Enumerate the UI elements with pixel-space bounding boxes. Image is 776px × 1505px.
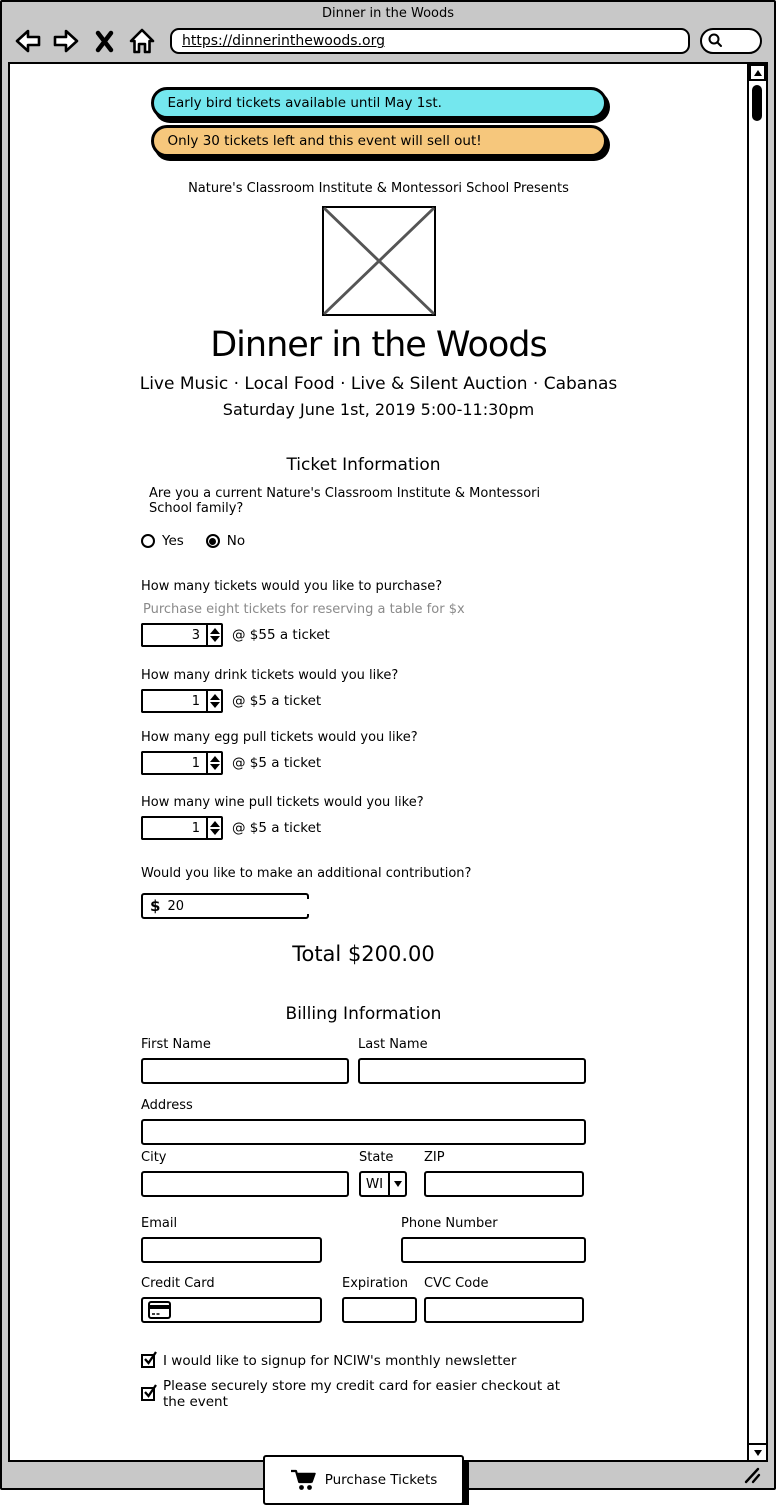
tickets-price: @ $55 a ticket <box>232 627 330 643</box>
wine-price: @ $5 a ticket <box>232 820 322 836</box>
drink-quantity-stepper[interactable] <box>206 689 223 713</box>
newsletter-checkbox-label: I would like to signup for NCIW's monthly newsletter <box>163 1353 517 1369</box>
wine-quantity-stepper[interactable] <box>206 816 223 840</box>
search-icon <box>706 31 726 51</box>
family-radio-group <box>141 533 586 549</box>
radio-yes-label: Yes <box>162 533 184 549</box>
zip-field-group <box>424 1150 584 1197</box>
alert-banner-early-bird <box>151 87 607 119</box>
tickets-quantity-input[interactable] <box>141 623 206 647</box>
scroll-down-icon[interactable] <box>749 1443 766 1460</box>
radio-yes[interactable] <box>141 533 184 549</box>
contribution-field[interactable] <box>141 893 309 919</box>
search-field[interactable] <box>700 28 762 54</box>
state-value: WI <box>365 1176 384 1192</box>
address-label: Address <box>141 1098 193 1113</box>
forward-icon[interactable] <box>50 26 82 56</box>
egg-tickets-label: How many egg pull tickets would you like? <box>141 730 418 745</box>
vertical-scrollbar[interactable] <box>747 64 766 1460</box>
zip-input[interactable] <box>424 1171 584 1197</box>
credit-card-field-group <box>141 1276 322 1323</box>
tickets-label: How many tickets would you like to purchase? <box>141 579 443 594</box>
alert-text: Only 30 tickets left and this event will sell out! <box>167 133 482 149</box>
city-field-group <box>141 1150 349 1197</box>
radio-no-circle <box>206 534 220 548</box>
chevron-down-icon <box>388 1173 405 1195</box>
checkbox-checked-icon <box>141 1354 155 1368</box>
event-title: Dinner in the Woods <box>210 325 547 365</box>
state-field-group <box>359 1150 407 1197</box>
first-name-field-group <box>141 1037 349 1084</box>
ticket-info-heading: Ticket Information <box>286 455 441 475</box>
window-title: Dinner in the Woods <box>321 6 455 21</box>
last-name-label: Last Name <box>358 1037 428 1052</box>
address-field-group <box>141 1098 586 1145</box>
store-card-checkbox[interactable] <box>141 1378 586 1410</box>
home-icon[interactable] <box>126 26 158 56</box>
phone-field-group <box>401 1216 586 1263</box>
last-name-input[interactable] <box>358 1058 586 1084</box>
credit-card-input[interactable] <box>171 1303 314 1318</box>
stop-icon[interactable] <box>88 26 120 56</box>
cvc-label: CVC Code <box>424 1276 489 1291</box>
event-datetime: Saturday June 1st, 2019 5:00-11:30pm <box>222 400 535 419</box>
credit-card-field[interactable] <box>141 1297 322 1323</box>
purchase-tickets-label: Purchase Tickets <box>324 1472 438 1488</box>
order-total: Total $200.00 <box>292 942 435 966</box>
alert-banner-tickets-left <box>151 125 607 157</box>
scrollbar-thumb[interactable] <box>752 85 762 121</box>
drink-tickets-label: How many drink tickets would you like? <box>141 668 399 683</box>
wine-quantity-input[interactable] <box>141 816 206 840</box>
tickets-hint: Purchase eight tickets for reserving a table for $x <box>143 602 465 617</box>
state-select[interactable] <box>359 1171 407 1197</box>
egg-quantity-stepper[interactable] <box>206 751 223 775</box>
phone-input[interactable] <box>401 1237 586 1263</box>
wine-tickets-label: How many wine pull tickets would you like? <box>141 795 424 810</box>
resize-grip-icon[interactable] <box>740 1468 762 1483</box>
store-card-checkbox-label: Please securely store my credit card for easier checkout at the event <box>163 1378 561 1410</box>
city-label: City <box>141 1150 167 1165</box>
address-input[interactable] <box>141 1119 586 1145</box>
contribution-label: Would you like to make an additional contribution? <box>141 866 472 881</box>
drink-price: @ $5 a ticket <box>232 693 322 709</box>
scroll-up-icon[interactable] <box>749 64 766 81</box>
family-question: Are you a current Nature's Classroom Institute & Montessori School family? <box>149 486 541 516</box>
phone-label: Phone Number <box>401 1216 498 1231</box>
radio-no[interactable] <box>206 533 245 549</box>
first-name-label: First Name <box>141 1037 211 1052</box>
cvc-field-group <box>424 1276 584 1323</box>
url-bar[interactable] <box>170 28 690 54</box>
checkbox-checked-icon <box>141 1387 155 1401</box>
email-label: Email <box>141 1216 178 1231</box>
first-name-input[interactable] <box>141 1058 349 1084</box>
browser-toolbar <box>2 26 774 60</box>
expiration-input[interactable] <box>342 1297 417 1323</box>
drink-quantity-input[interactable] <box>141 689 206 713</box>
state-label: State <box>359 1150 394 1165</box>
status-bar <box>2 1464 774 1488</box>
back-icon[interactable] <box>12 26 44 56</box>
last-name-field-group <box>358 1037 586 1084</box>
expiration-label: Expiration <box>342 1276 408 1291</box>
credit-card-label: Credit Card <box>141 1276 215 1291</box>
presents-line: Nature's Classroom Institute & Montessori School Presents <box>188 181 569 196</box>
page-content <box>8 62 768 1488</box>
radio-no-label: No <box>226 533 246 549</box>
city-input[interactable] <box>141 1171 349 1197</box>
dollar-icon: $ <box>150 897 161 915</box>
expiration-field-group <box>342 1276 417 1323</box>
cvc-input[interactable] <box>424 1297 584 1323</box>
newsletter-checkbox[interactable] <box>141 1353 586 1369</box>
radio-yes-circle <box>141 534 155 548</box>
url-text: https://dinnerinthewoods.org <box>182 33 385 49</box>
tickets-quantity-stepper[interactable] <box>206 623 223 647</box>
billing-info-heading: Billing Information <box>285 1004 442 1024</box>
event-tagline: Live Music · Local Food · Live & Silent Auction · Cabanas <box>139 374 618 394</box>
alert-text: Early bird tickets available until May 1st. <box>167 95 442 111</box>
image-placeholder <box>322 206 436 316</box>
email-input[interactable] <box>141 1237 322 1263</box>
egg-quantity-input[interactable] <box>141 751 206 775</box>
egg-price: @ $5 a ticket <box>232 755 322 771</box>
credit-card-icon <box>148 1301 171 1319</box>
email-field-group <box>141 1216 322 1263</box>
zip-label: ZIP <box>424 1150 445 1165</box>
contribution-input[interactable] <box>167 899 337 914</box>
